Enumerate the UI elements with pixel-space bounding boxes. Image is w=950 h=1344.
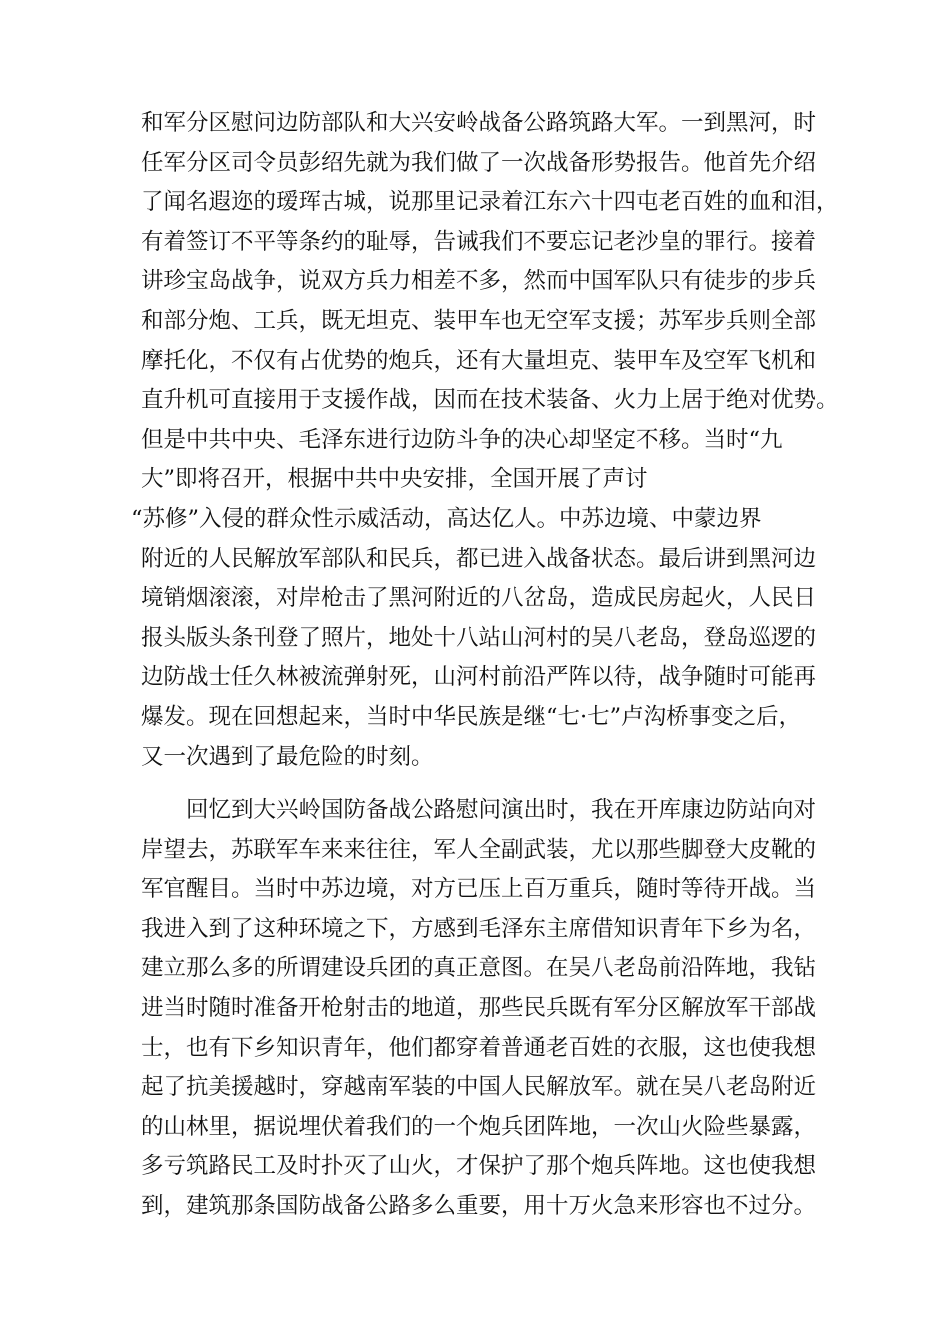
text-line: 直升机可直接用于支援作战，因而在技术装备、火力上居于绝对优势。 xyxy=(141,387,839,414)
text-line: 到，建筑那条国防战备公路多么重要，用十万火急来形容也不过分。 xyxy=(141,1193,817,1220)
text-line: 有着签订不平等条约的耻辱，告诫我们不要忘记老沙皇的罪行。接着 xyxy=(141,228,817,255)
text-line: 了闻名遐迩的瑷珲古城，说那里记录着江东六十四屯老百姓的血和泪， xyxy=(141,189,839,216)
text-line: 爆发。现在回想起来，当时中华民族是继“七·七”卢沟桥事变之后， xyxy=(141,703,802,730)
text-line: 境销烟滚滚，对岸枪击了黑河附近的八岔岛，造成民房起火，人民日 xyxy=(141,585,817,612)
text-line: 回忆到大兴岭国防备战公路慰问演出时，我在开库康边防站向对 xyxy=(186,797,817,824)
text-line: 军官醒目。当时中苏边境，对方已压上百万重兵，随时等待开战。当 xyxy=(141,876,817,903)
text-line: 岸望去，苏联军车来来往往，军人全副武装，尤以那些脚登大皮靴的 xyxy=(141,836,817,863)
text-line: 的山林里，据说埋伏着我们的一个炮兵团阵地，一次山火险些暴露， xyxy=(141,1113,817,1140)
text-line: 报头版头条刊登了照片，地处十八站山河村的吴八老岛，登岛巡逻的 xyxy=(141,624,817,651)
text-line: 多亏筑路民工及时扑灭了山火，才保护了那个炮兵阵地。这也使我想 xyxy=(141,1153,817,1180)
paragraph-1 xyxy=(131,104,839,777)
text-line: 和军分区慰问边防部队和大兴安岭战备公路筑路大军。一到黑河，时 xyxy=(141,110,817,136)
paragraph-2 xyxy=(141,791,831,1227)
text-line: 士，也有下乡知识青年，他们都穿着普通老百姓的衣服，这也使我想 xyxy=(141,1034,817,1061)
text-line: 任军分区司令员彭绍先就为我们做了一次战备形势报告。他首先介绍 xyxy=(141,149,817,176)
text-line: 起了抗美援越时，穿越南军装的中国人民解放军。就在吴八老岛附近 xyxy=(141,1074,817,1101)
body-text xyxy=(131,104,839,1227)
text-line: 和部分炮、工兵，既无坦克、装甲车也无空军支援；苏军步兵则全部 xyxy=(141,307,817,334)
text-line: 我进入到了这种环境之下，方感到毛泽东主席借知识青年下乡为名， xyxy=(141,915,817,942)
text-line: 进当时随时准备开枪射击的地道，那些民兵既有军分区解放军干部战 xyxy=(141,995,817,1022)
text-line: 但是中共中央、毛泽东进行边防斗争的决心却坚定不移。当时“九 xyxy=(141,426,783,453)
text-line: 附近的人民解放军部队和民兵，都已进入战备状态。最后讲到黑河边 xyxy=(141,545,817,572)
text-line: 边防战士任久林被流弹射死，山河村前沿严阵以待，战争随时可能再 xyxy=(141,664,817,691)
text-line: 大”即将召开，根据中共中央安排，全国开展了声讨 xyxy=(141,466,648,493)
text-line: 建立那么多的所谓建设兵团的真正意图。在吴八老岛前沿阵地，我钻 xyxy=(141,955,817,982)
text-line: 讲珍宝岛战争，说双方兵力相差不多，然而中国军队只有徒步的步兵 xyxy=(141,268,817,295)
text-line: 摩托化，不仅有占优势的炮兵，还有大量坦克、装甲车及空军飞机和 xyxy=(141,347,817,374)
text-line: “苏修”入侵的群众性示威活动，高达亿人。中苏边境、中蒙边界 xyxy=(131,505,762,532)
text-line: 又一次遇到了最危险的时刻。 xyxy=(141,743,434,770)
paragraph-gap xyxy=(141,777,831,791)
